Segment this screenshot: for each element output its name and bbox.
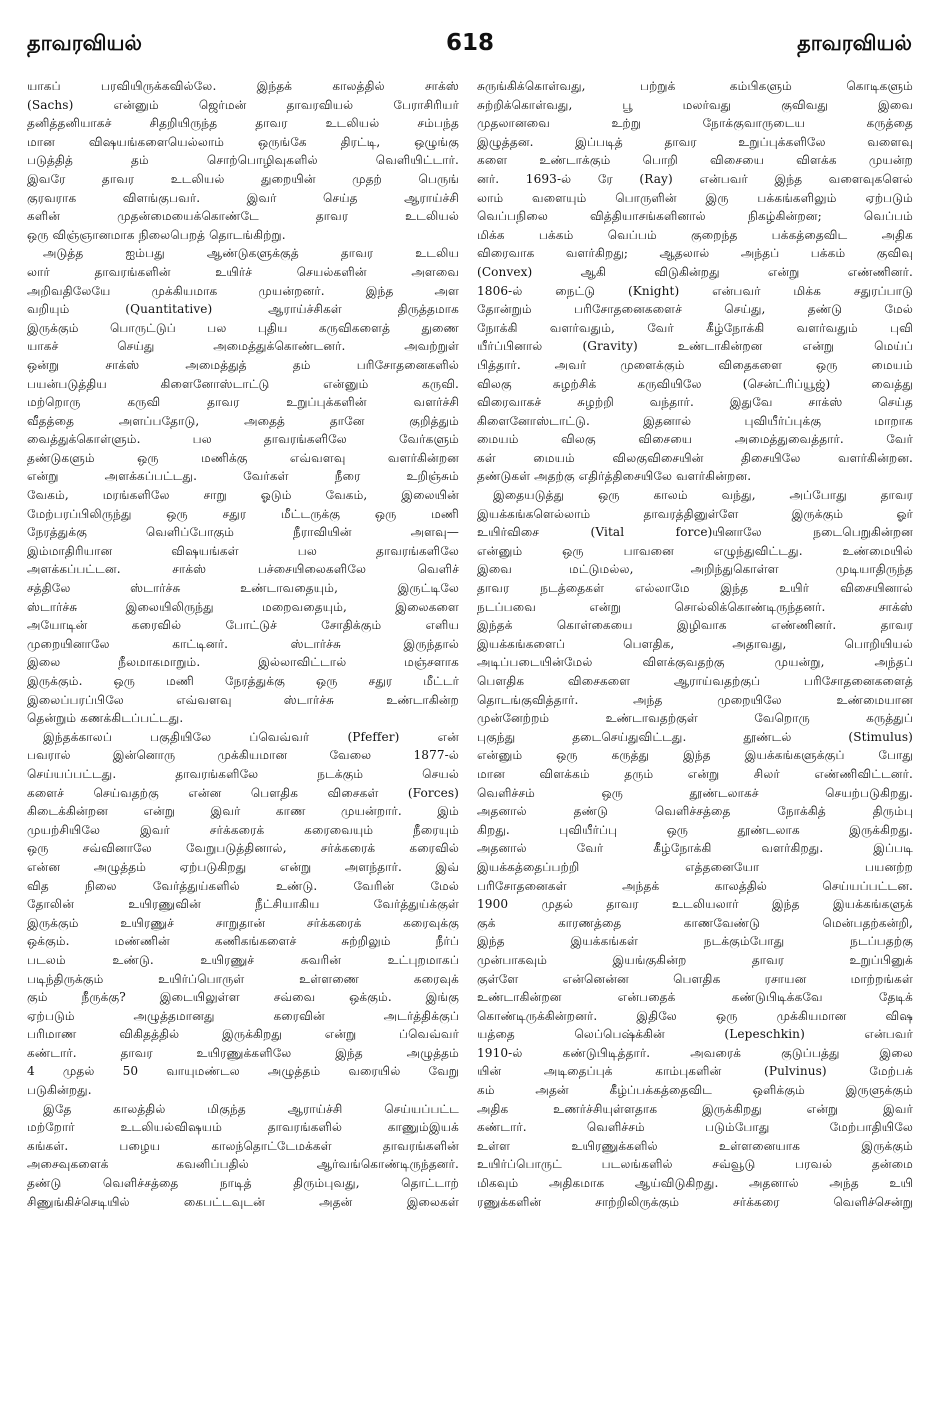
text-line: என்று அளக்கப்பட்டது. வேர்கள் நீரை உறிஞ்சும் bbox=[27, 469, 459, 484]
text-line: 1806-ல் நைட்டு (Knight) என்பவர் மிக்க சதுரப்பாடு bbox=[477, 283, 913, 298]
text-line: 1900 முதல் தாவர உடலியலார் இந்த இயக்கங்களுக் bbox=[477, 897, 913, 912]
text-line: படுத்தித் தம் சொற்பொழிவுகளில் வெளியிட்டார். bbox=[27, 153, 459, 168]
text-line: ஏற்படும் அழுத்தமானது கரைவின் அடர்த்திக்குப் bbox=[27, 1008, 459, 1023]
text-line: உயிர்விசை (Vital force)யினாலே நடைபெறுகின்றன bbox=[477, 525, 913, 540]
text-line: சுருங்கிக்கொள்வது, பற்றுக் கம்பிகளும் கொடிகளும் bbox=[477, 79, 913, 93]
text-line: இந்தக் கொள்கையை இழிவாக எண்ணினர். தாவர bbox=[477, 618, 913, 633]
text-line: இலைப்பரப்பிலே எவ்வளவு ஸ்டார்ச்சு உண்டாகின்ற bbox=[27, 692, 459, 707]
text-line: முயற்சியிலே இவர் சர்க்கரைக் கரைவையும் நீரையும் bbox=[27, 822, 459, 837]
text-line: முன்பாகவும் இயங்குகின்ற தாவர உறுப்பினுக் bbox=[477, 952, 913, 967]
text-line: கள் மையம் விலகுவிசையின் திசையிலே வளர்கின்றன. bbox=[477, 450, 913, 465]
text-line: ரணுக்களின் சாற்றிலிருக்கும் சர்க்கரை வெளிச்சென்று bbox=[477, 1194, 913, 1209]
text-line: கிறது. புவியீர்ப்பு ஒரு தூண்டலாக இருக்கிறது. bbox=[477, 822, 913, 837]
text-line: யீர்ப்பினால் (Gravity) உண்டாகின்றன என்று மெய்ப் bbox=[477, 339, 913, 354]
text-line: ஸ்டார்ச்சு இலையிலிருந்து மறைவதையும், இலைகளை bbox=[27, 599, 459, 614]
text-line: வறியும் (Quantitative) ஆராய்ச்சிகள் திருத்தமாக bbox=[27, 302, 459, 317]
text-line: 1910-ல் கண்டுபிடித்தார். அவரைக் குடுப்பத்து இலை bbox=[477, 1045, 913, 1060]
text-line: மற்றொரு கருவி தாவர உறுப்புக்களின் வளர்ச்சி bbox=[27, 395, 459, 410]
right-column bbox=[477, 77, 913, 1402]
text-line: ஒரு விஞ்ஞானமாக நிலைபெறத் தொடங்கிற்று. bbox=[27, 227, 286, 242]
running-header-right: தாவரவியல் bbox=[797, 31, 912, 55]
text-line: உள்ள உயிரணுக்களில் உள்ளனையாக இருக்கும் bbox=[477, 1138, 913, 1153]
text-line: என்ன அழுத்தம் ஏற்படுகிறது என்று அளந்தார். இவ் bbox=[27, 859, 459, 874]
text-line: வைத்துக்கொள்ளும். பல தாவரங்களிலே வேர்களும் bbox=[27, 432, 459, 447]
text-line: முதலானவை உற்று நோக்குவாருடைய கருத்தை bbox=[477, 116, 913, 131]
text-line: படிந்திருக்கும் உயிர்ப்பொருள் உள்ளணை கரைவுக் bbox=[27, 971, 459, 986]
text-line: பவரால் இன்னொரு முக்கியமான வேலை 1877-ல் bbox=[27, 748, 459, 763]
text-line: களின் முதன்மையைக்கொண்டே தாவர உடலியல் bbox=[27, 209, 459, 224]
text-line: இருக்கும் உயிரணுச் சாறுதான் சர்க்கரைக் கரைவுக்கு bbox=[27, 915, 459, 930]
text-line: இவரே தாவர உடலியல் துறையின் முதற் பெருங் bbox=[27, 171, 459, 186]
text-line: தண்டு வெளிச்சத்தை நாடித் திரும்புவது, தொட்டாற் bbox=[27, 1176, 459, 1191]
text-line: முறையினாலே காட்டினர். ஸ்டார்ச்சு இருந்தால் bbox=[27, 636, 459, 651]
text-line: பரிசோதனைகள் அந்தக் காலத்தில் செய்யப்பட்டன. bbox=[477, 878, 913, 893]
text-line: சிணுங்கிச்செடியில் கைபட்டவுடன் அதன் இலைகள் bbox=[27, 1194, 459, 1209]
text-line: பயன்படுத்திய கிளைனோஸ்டாட்டு என்னும் கருவி. bbox=[27, 376, 459, 391]
text-line: இம்மாதிரியான விஷயங்கள் பல தாவரங்களிலே bbox=[27, 543, 459, 558]
text-line: ஒக்கும். மண்ணின் கணிகங்களைச் சுற்றிலும் நீர்ப் bbox=[27, 934, 459, 949]
text-line: நடப்பவை என்று சொல்லிக்கொண்டிருந்தனர். சாக்ஸ் bbox=[477, 599, 913, 614]
text-line: புகுந்து தடைசெய்துவிட்டது. தூண்டல் (Stimulus) bbox=[477, 729, 913, 744]
text-line: யத்தை லெப்பெஷ்க்கின் (Lepeschkin) என்பவர் bbox=[477, 1027, 913, 1042]
text-line: யாகப் பரவியிருக்கவில்லே. இந்தக் காலத்தில் சாக்ஸ் bbox=[27, 79, 459, 93]
text-line: 4 முதல் 50 வாயுமண்டல அழுத்தம் வரையில் வேறு bbox=[27, 1064, 459, 1079]
text-line: குள்ளே என்னென்ன பௌதிக ரசாயன மாற்றங்கள் bbox=[477, 971, 913, 986]
text-line: இலை நீலமாகமாறும். இல்லாவிட்டால் மஞ்சளாக bbox=[27, 655, 459, 670]
text-line: விரைவாக வளர்கிறது; ஆதலால் அந்தப் பக்கம் குவிவு bbox=[477, 246, 913, 261]
text-line: வெப்பநிலை வித்தியாசங்களினால் நிகழ்கின்றன; வெப்பம் bbox=[477, 209, 913, 224]
text-line: அறிவதிலேயே முக்கியமாக முயன்றனர். இந்த அள bbox=[27, 283, 459, 298]
text-line: என்னும் ஒரு கருத்து இந்த இயக்கங்களுக்குப் போது bbox=[477, 748, 913, 763]
text-line: பித்தார். அவர் முளைக்கும் விதைகளை ஒரு மையம் bbox=[477, 357, 913, 372]
text-line: முன்னேற்றம் உண்டாவதற்குள் வேறொரு கருத்துப் bbox=[477, 711, 913, 726]
text-line: தோலின் உயிரணுவின் நீட்சியாகிய வேர்த்துய்க்குள் bbox=[27, 897, 459, 912]
text-line: வேகம், மரங்களிலே சாறு ஓடும் வேகம், இலையின் bbox=[27, 488, 459, 503]
text-line: ஒரு சவ்வினாலே வேறுபடுத்தினால், சர்க்கரைக் கரைவில் bbox=[27, 841, 459, 856]
left-column bbox=[27, 77, 459, 1402]
text-line: இயக்கத்தைப்பற்றி எத்தனையோ பயனற்ற bbox=[477, 859, 913, 874]
running-header-left: தாவரவியல் bbox=[27, 31, 142, 55]
text-line: மேற்பரப்பிலிருந்து ஒரு சதுர மீட்டருக்கு ஒரு மணி bbox=[27, 506, 459, 521]
text-line: கம் அதன் கீழ்ப்பக்கத்தைவிட ஒளிக்கும் இருளுக்கும் bbox=[477, 1083, 913, 1098]
text-line: கொண்டிருக்கின்றனர். இதிலே ஒரு முக்கியமான விஷ bbox=[477, 1008, 913, 1023]
text-line: அசைவுகளைக் கவனிப்பதில் ஆர்வங்கொண்டிருந்தனர். bbox=[27, 1157, 459, 1172]
text-line: இதையடுத்து ஒரு காலம் வந்து, அப்போது தாவர bbox=[493, 488, 913, 503]
text-line: பௌதிக விசைகளை ஆராய்வதற்குப் பரிசோதனைகளைத் bbox=[477, 674, 913, 688]
text-line: இந்தக்காலப் பகுதியிலே ப்வெவ்வர் (Pfeffer) என் bbox=[43, 729, 459, 744]
text-line: கிளைனோஸ்டாட்டு. இதனால் புவியீர்ப்புக்கு மாறாக bbox=[477, 413, 913, 428]
text-line: விரைவாகச் சுழற்றி வந்தார். இதுவே சாக்ஸ் செய்த bbox=[477, 395, 913, 410]
text-line: இயக்கங்களெல்லாம் தாவரத்தினுள்ளே இருக்கும் ஓர் bbox=[477, 506, 913, 521]
text-line: வெளிச்சம் ஒரு தூண்டலாகச் செயற்படுகிறது. bbox=[477, 785, 913, 800]
text-line: இருக்கும் பொருட்டுப் பல புதிய கருவிகளைத் துணை bbox=[27, 320, 459, 335]
text-line: இழுத்தன. இப்படித் தாவர உறுப்புக்களிலே வளைவு bbox=[477, 134, 913, 149]
text-line: களைச் செய்வதற்கு என்ன பௌதிக விசைகள் (Forces) bbox=[27, 785, 459, 800]
text-line: தண்டுகளும் ஒரு மணிக்கு எவ்வளவு வளர்கின்றன bbox=[27, 450, 459, 465]
text-line: விலகு சுழற்சிக் கருவியிலே (சென்ட்ரிப்யூஜ்) வைத்து bbox=[477, 376, 913, 391]
text-line: அளக்கப்பட்டன. சாக்ஸ் பச்சையிலைகளிலே வெளிச் bbox=[27, 562, 459, 577]
text-line: சுற்றிக்கொள்வது, பூ மலர்வது குவிவது இவை bbox=[477, 97, 913, 112]
text-line: அடிப்படையின்மேல் விளக்குவதற்கு முயன்று, அந்தப் bbox=[477, 655, 913, 670]
text-line: மையம் விலகு விசையை அமைத்துவைத்தார். வேர் bbox=[477, 432, 913, 447]
text-line: இந்த இயக்கங்கள் நடக்கும்போது நடப்பதற்கு bbox=[477, 934, 913, 949]
text-line: படுகின்றது. bbox=[27, 1083, 92, 1098]
text-line: தோன்றும் பரிசோதனைகளைச் செய்து, தண்டு மேல் bbox=[477, 302, 913, 317]
text-line: அதிக உணர்ச்சியுள்ளதாக இருக்கிறது என்று இவர் bbox=[477, 1101, 913, 1116]
text-line: படலம் உண்டு. உயிரணுச் சுவரின் உட்புறமாகப் bbox=[27, 952, 459, 967]
text-line: தொடங்குவித்தார். அந்த முறையிலே உண்மையான bbox=[477, 692, 913, 707]
text-line: அடுத்த ஐம்பது ஆண்டுகளுக்குத் தாவர உடலிய bbox=[43, 246, 459, 261]
text-line: இவை மட்டுமல்ல, அறிந்துகொள்ள முடியாதிருந்த bbox=[477, 562, 913, 577]
text-line: உயிர்ப்பொருட் படலங்களில் சவ்வூடு பரவல் தன்மை bbox=[477, 1157, 913, 1172]
text-line: இருக்கும். ஒரு மணி நேரத்துக்கு ஒரு சதுர மீட்டர் bbox=[27, 674, 459, 688]
text-line: (Sachs) என்னும் ஜெர்மன் தாவரவியல் பேராசிரியர் bbox=[27, 97, 459, 112]
text-line: குரவராக விளங்குபவர். இவர் செய்த ஆராய்ச்சி bbox=[27, 190, 459, 205]
text-line: கிடைக்கின்றன என்று இவர் காண முயன்றார். இம் bbox=[27, 804, 459, 819]
text-line: தனித்தனியாகச் சிதறியிருந்த தாவர உடலியல் சம்பந்த bbox=[27, 116, 459, 131]
text-line: (Convex) ஆகி விடுகின்றது என்று எண்ணினர். bbox=[477, 264, 913, 279]
text-line: யாகச் செய்து அமைத்துக்கொண்டனர். அவற்றுள் bbox=[27, 339, 459, 354]
text-line: மிகவும் அதிகமாக ஆய்விடுகிறது. அதனால் அந்த உயி bbox=[477, 1176, 913, 1191]
text-line: நேரத்துக்கு வெளிப்போகும் நீராவியின் அளவு— bbox=[27, 525, 459, 540]
text-line: குக் காரணத்தை காணவேண்டு மென்பதற்கன்றி, bbox=[477, 915, 913, 930]
text-line: கங்கள். பழைய காலந்தொட்டேமக்கள் தாவரங்களின் bbox=[27, 1138, 459, 1153]
text-line: னர். 1693-ல் ரே (Ray) என்பவர் இந்த வளைவுகளெல் bbox=[477, 171, 913, 186]
text-line: மான விஷயங்களையெல்லாம் ஒருங்கே திரட்டி, ஒழுங்கு bbox=[27, 134, 459, 149]
text-line: வீதத்தை அளப்பதோடு, அதைத் தானே குறித்தும் bbox=[27, 413, 459, 428]
text-line: கண்டார். தாவர உயிரணுக்களிலே இந்த அழுத்தம் bbox=[27, 1045, 459, 1060]
text-line: கும் நீருக்கு? இடையிலுள்ள சவ்வை ஒக்கும். இங்கு bbox=[27, 990, 459, 1005]
text-line: தாவர நடத்தைகள் எல்லாமே இந்த உயிர் விசையினால் bbox=[477, 581, 913, 596]
text-line: நோக்கி வளர்வதும், வேர் கீழ்நோக்கி வளர்வதும் புவி bbox=[477, 320, 913, 335]
text-line: தண்டுகள் அதற்கு எதிர்த்திசையிலே வளர்கின்றன. bbox=[477, 469, 752, 484]
text-line: லார் தாவரங்களின் உயிர்ச் செயல்களின் அளவை bbox=[27, 264, 459, 279]
text-line: இயக்கங்களைப் பௌதிக, அதாவது, பொறியியல் bbox=[477, 636, 913, 651]
text-line: அதனால் வேர் கீழ்நோக்கி வளர்கிறது. இப்படி bbox=[477, 841, 913, 856]
text-line: தென்றும் கணக்கிடப்பட்டது. bbox=[27, 711, 184, 726]
text-line: அயோடின் கரைவில் போட்டுச் சோதிக்கும் எளிய bbox=[27, 618, 459, 633]
text-line: மிக்க பக்கம் வெப்பம் குறைந்த பக்கத்தைவிட அதிக bbox=[477, 227, 913, 242]
text-line: வித நிலை வேர்த்துய்களில் உண்டு. வேரின் மேல் bbox=[27, 878, 459, 893]
text-line: செய்யப்பட்டது. தாவரங்களிலே நடக்கும் செயல் bbox=[27, 766, 459, 781]
text-line: லாம் வளையும் பொருளின் இரு பக்கங்களிலும் ஏற்படும் bbox=[477, 190, 913, 205]
page-number: 618 bbox=[445, 30, 494, 56]
text-line: யின் அடிதைப்புக் காம்புகளின் (Pulvinus) மேற்பக் bbox=[477, 1064, 913, 1079]
text-line: அதனால் தண்டு வெளிச்சத்தை நோக்கித் திரும்பு bbox=[477, 804, 913, 819]
text-line: பரிமாண விகிதத்தில் இருக்கிறது என்று ப்வெவ்வர் bbox=[27, 1027, 459, 1042]
text-line: உண்டாகின்றன என்பதைக் கண்டுபிடிக்கவே தேடிக் bbox=[477, 990, 913, 1005]
text-line: மற்றோர் உடலியல்விஷயம் தாவரங்களில் காணும்இயக் bbox=[27, 1120, 459, 1135]
text-line: கண்டார். வெளிச்சம் படும்போது மேற்பாதியிலே bbox=[477, 1120, 913, 1135]
text-line: ஒன்று சாக்ஸ் அமைத்துத் தம் பரிசோதனைகளில் bbox=[27, 357, 459, 372]
text-line: சத்திலே ஸ்டார்ச்சு உண்டாவதையும், இருட்டிலே bbox=[27, 581, 459, 596]
text-line: மான விளக்கம் தரும் என்று சிலர் எண்ணிவிட்டனர். bbox=[477, 766, 913, 781]
text-line: களை உண்டாக்கும் பொறி விசையை விளக்க முயன்ற bbox=[477, 153, 913, 168]
text-line: என்னும் ஒரு பாவனை எழுந்துவிட்டது. உண்மையில் bbox=[477, 543, 913, 558]
text-line: இதே காலத்தில் மிகுந்த ஆராய்ச்சி செய்யப்பட்ட bbox=[43, 1101, 459, 1116]
